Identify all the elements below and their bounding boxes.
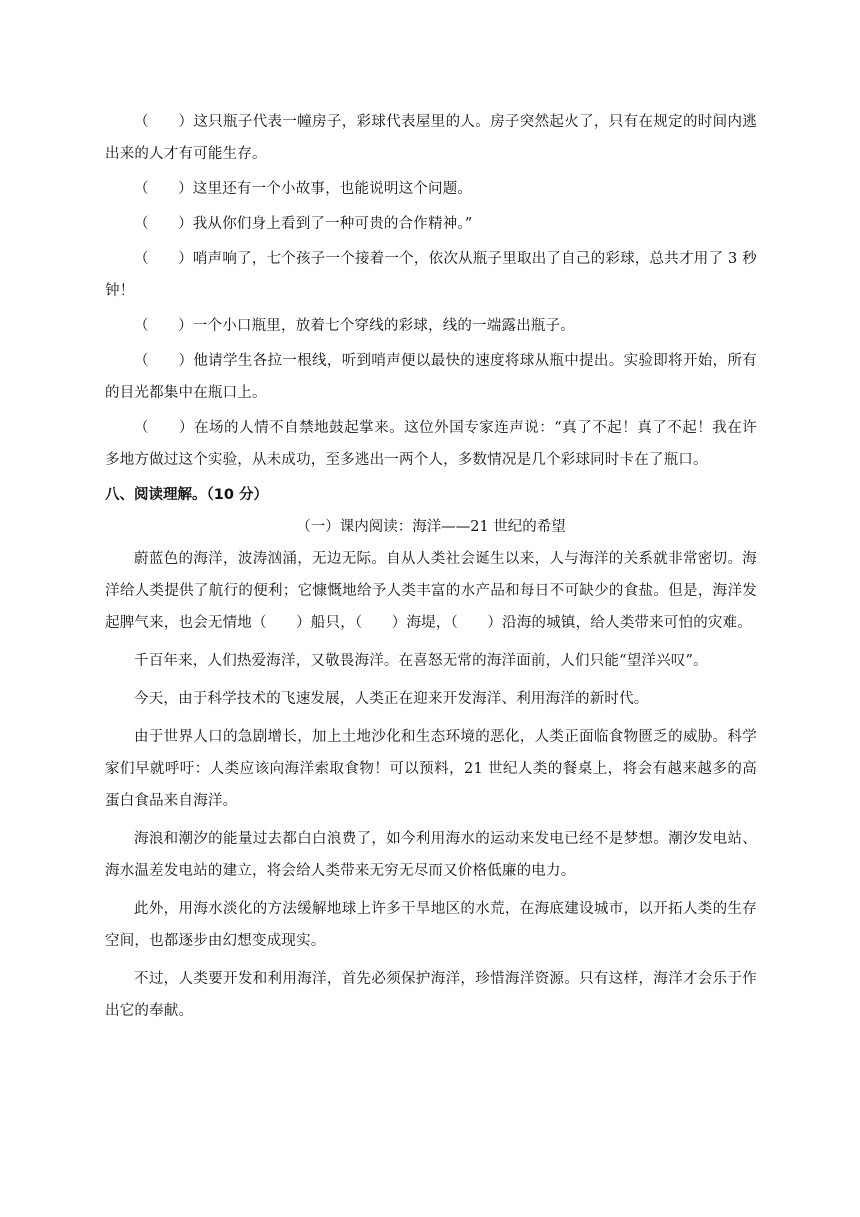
ordering-item: （ ）在场的人情不自禁地鼓起掌来。这位外国专家连声说：“真了不起！真了不起！我在许多地方做过这个实验，从未成功，至多逃出一两个人，多数情况是几个彩球同时卡在了瓶口。 — [105, 420, 757, 468]
passage-title: （一）课内阅读：海洋——21 世纪的希望 — [296, 519, 566, 535]
ordering-item: （ ）我从你们身上看到了一种可贵的合作精神。” — [134, 216, 473, 232]
passage-paragraph: 此外，用海水淡化的方法缓解地球上许多干旱地区的水荒，在海底建设城市，以开拓人类的生存空间，也都逐步由幻想变成现实。 — [105, 901, 757, 949]
passage-paragraph: 蔚蓝色的海洋，波涛汹涌，无边无际。自从人类社会诞生以来，人与海洋的关系就非常密切。海洋给人类提供了航行的便利；它慷慨地给予人类丰富的水产品和每日不可缺少的食盐。但是，海洋发起脾气来，也会无情地（ ）船只，（ ）海堤，（ ）沿海的城镇，给人类带来可怕的灾难。 — [105, 551, 757, 631]
passage-paragraph: 千百年来，人们热爱海洋，又敬畏海洋。在喜怒无常的海洋面前，人们只能“望洋兴叹”。 — [134, 653, 708, 669]
passage-paragraph: 不过，人类要开发和利用海洋，首先必须保护海洋，珍惜海洋资源。只有这样，海洋才会乐于作出它的奉献。 — [105, 971, 757, 1019]
reading-passage — [105, 543, 757, 1027]
passage-paragraph: 由于世界人口的急剧增长，加上土地沙化和生态环境的恶化，人类正面临食物匮乏的威胁。科学家们早就呼吁：人类应该向海洋索取食物！可以预料，21 世纪人类的餐桌上，将会有越来越多的高蛋白食品来自海洋。 — [105, 729, 757, 809]
ordering-item: （ ）这里还有一个小故事，也能说明这个问题。 — [134, 181, 473, 197]
passage-paragraph: 海浪和潮汐的能量过去都白白浪费了，如今利用海水的运动来发电已经不是梦想。潮汐发电站、海水温差发电站的建立，将会给人类带来无穷无尽而又价格低廉的电力。 — [105, 831, 757, 879]
ordering-item: （ ）哨声响了，七个孩子一个接着一个，依次从瓶子里取出了自己的彩球，总共才用了 3 秒钟！ — [105, 251, 757, 299]
passage-paragraph: 今天，由于科学技术的飞速发展，人类正在迎来开发海洋、利用海洋的新时代。 — [134, 691, 649, 707]
section-heading: 八、阅读理解。（10 分） — [105, 487, 268, 503]
ordering-item: （ ）他请学生各拉一根线，听到哨声便以最快的速度将球从瓶中提出。实验即将开始，所有的目光都集中在瓶口上。 — [105, 353, 757, 401]
ordering-item: （ ）一个小口瓶里，放着七个穿线的彩球，线的一端露出瓶子。 — [134, 318, 575, 334]
document-page — [105, 106, 757, 1033]
reading-section — [105, 479, 757, 1027]
ordering-item: （ ）这只瓶子代表一幢房子，彩球代表屋里的人。房子突然起火了，只有在规定的时间内逃出来的人才有可能生存。 — [105, 114, 757, 162]
ordering-exercise — [105, 106, 757, 476]
